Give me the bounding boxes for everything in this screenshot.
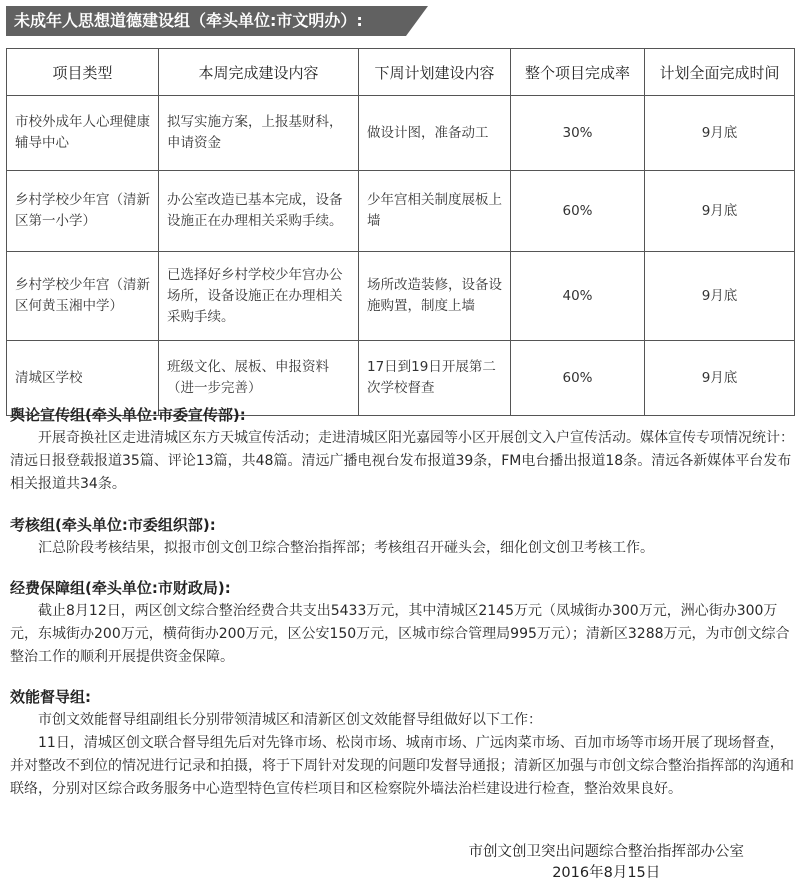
cell-next-week: 场所改造装修，设备设施购置，制度上墙 <box>359 252 511 341</box>
table-header-row <box>7 49 795 96</box>
header-this-week: 本周完成建设内容 <box>159 49 359 96</box>
banner-title: 未成年人思想道德建设组（牵头单位:市文明办）: <box>14 11 363 30</box>
cell-completion-time: 9月底 <box>645 341 795 416</box>
cell-project-type: 乡村学校少年宫（清新区何黄玉湘中学） <box>7 252 159 341</box>
header-next-week: 下周计划建设内容 <box>359 49 511 96</box>
table-row <box>7 252 795 341</box>
section-heading: 效能督导组: <box>10 688 91 706</box>
table-row <box>7 171 795 252</box>
section-heading: 舆论宣传组(牵头单位:市委宣传部): <box>10 406 246 424</box>
cell-completion-rate: 60% <box>511 171 645 252</box>
header-completion-time: 计划全面完成时间 <box>645 49 795 96</box>
cell-project-type: 乡村学校少年宫（清新区第一小学） <box>7 171 159 252</box>
cell-this-week: 办公室改造已基本完成，设备设施正在办理相关采购手续。 <box>159 171 359 252</box>
section-heading: 经费保障组(牵头单位:市财政局): <box>10 579 231 597</box>
section-supervision <box>10 686 794 801</box>
section-assessment <box>10 514 794 560</box>
signature-block <box>469 840 745 882</box>
section-paragraph: 11日，清城区创文联合督导组先后对先锋市场、松岗市场、城南市场、广远肉菜市场、百加市场等市场开展了现场督查，并对整改不到位的情况进行记录和拍摄，将于下周针对发现的问题印发督导通报；清新区加强与市创文综合整治指挥部的沟通和联络，分别对区综合政务服务中心造型特色宣传栏项目和区检察院外墙法治栏建设进行检查，整治效果良好。 <box>10 735 794 797</box>
cell-project-type: 市校外成年人心理健康辅导中心 <box>7 96 159 171</box>
section-paragraph: 开展奇换社区走进清城区东方天城宣传活动；走进清城区阳光嘉园等小区开展创文入户宣传活动。媒体宣传专项情况统计：清远日报登载报道35篇、评论13篇，共48篇。清远广播电视台发布报道39条，FM电台播出报道18条。清远各新媒体平台发布相关报道共34条。 <box>10 430 794 492</box>
cell-next-week: 17日到19日开展第二次学校督查 <box>359 341 511 416</box>
section-title-banner <box>6 6 428 36</box>
section-funding <box>10 577 794 669</box>
cell-next-week: 做设计图，准备动工 <box>359 96 511 171</box>
cell-completion-rate: 40% <box>511 252 645 341</box>
cell-completion-rate: 30% <box>511 96 645 171</box>
section-paragraph: 汇总阶段考核结果，拟报市创文创卫综合整治指挥部；考核组召开碰头会，细化创文创卫考核工作。 <box>38 540 654 556</box>
cell-completion-time: 9月底 <box>645 96 795 171</box>
cell-completion-rate: 60% <box>511 341 645 416</box>
cell-this-week: 拟写实施方案，上报基财科，申请资金 <box>159 96 359 171</box>
cell-next-week: 少年宫相关制度展板上墙 <box>359 171 511 252</box>
section-paragraph: 市创文效能督导组副组长分别带领清城区和清新区创文效能督导组做好以下工作： <box>38 712 542 728</box>
header-completion-rate: 整个项目完成率 <box>511 49 645 96</box>
cell-project-type: 清城区学校 <box>7 341 159 416</box>
section-heading: 考核组(牵头单位:市委组织部): <box>10 516 216 534</box>
header-project-type: 项目类型 <box>7 49 159 96</box>
cell-completion-time: 9月底 <box>645 252 795 341</box>
cell-completion-time: 9月底 <box>645 171 795 252</box>
banner-arrow-tip <box>406 6 428 36</box>
project-progress-table <box>6 48 795 416</box>
table-row <box>7 96 795 171</box>
signature-date: 2016年8月15日 <box>552 865 661 881</box>
signature-org: 市创文创卫突出问题综合整治指挥部办公室 <box>468 844 744 860</box>
section-paragraph: 截止8月12日，两区创文综合整治经费合共支出5433万元，其中清城区2145万元（凤城街办300万元，洲心街办300万元，东城街办200万元，横荷街办200万元，区公安150万元，区城市综合管理局995万元）；清新区3288万元，为市创文综合整治工作的顺利开展提供资金保障。 <box>10 603 790 665</box>
cell-this-week: 班级文化、展板、申报资料（进一步完善） <box>159 341 359 416</box>
section-publicity <box>10 404 794 496</box>
cell-this-week: 已选择好乡村学校少年宫办公场所，设备设施正在办理相关采购手续。 <box>159 252 359 341</box>
